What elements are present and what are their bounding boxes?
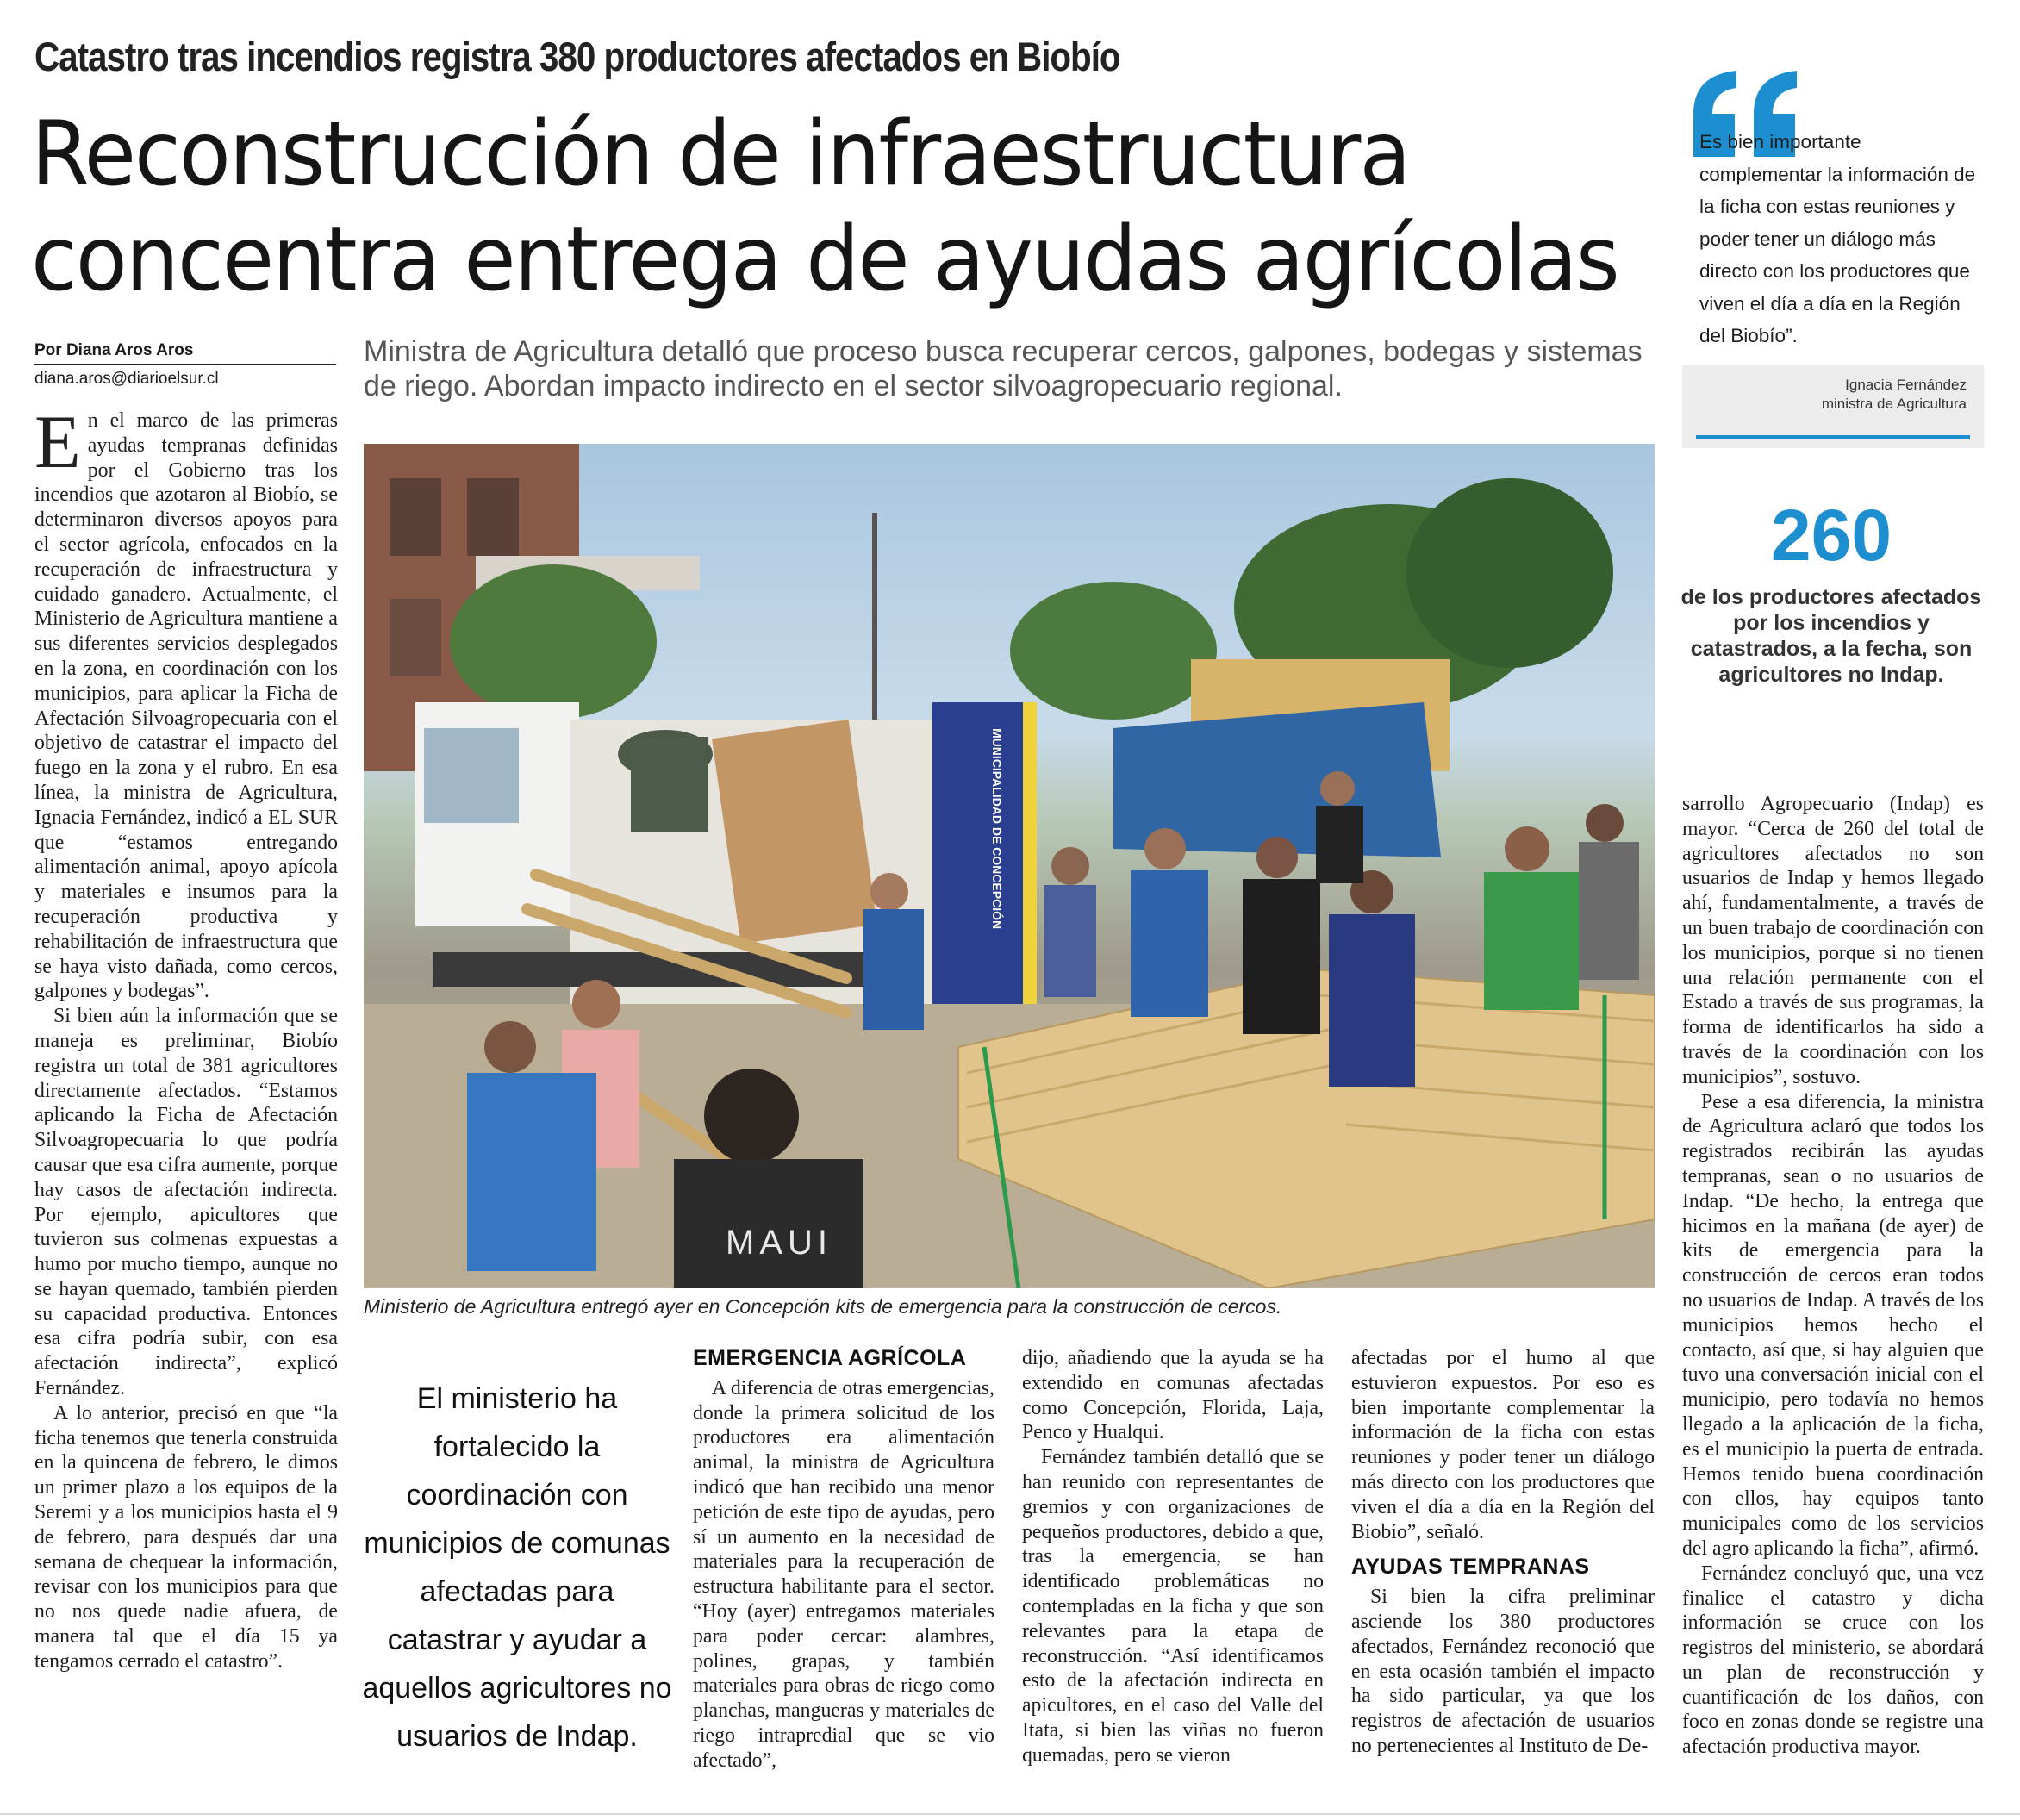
dropcap: E (34, 401, 81, 484)
headline-line-1: Reconstrucción de infraestructura (31, 103, 1410, 206)
quote-attribution (1682, 365, 1984, 448)
paragraph: afectadas por el humo al que estuvieron expuestos. Por eso es bien importante complementar la información de la ficha con estas reuniones y poder tener un diálogo más directo con los productores que viven el día a día en la Región del Biobío”, señaló. (1351, 1347, 1655, 1543)
photo-illustration (364, 444, 1655, 1288)
attribution-name: Ignacia Fernández (1845, 377, 1967, 393)
column-3 (693, 1346, 994, 1773)
paragraph: Fernández concluyó que, una vez finalice el catastro y dicha información se cruce con los registros del ministerio, se abordará un plan de reconstrucción y cuantificación de los daños, con foco en zonas donde se registre una afectación productiva mayor. (1682, 1561, 1984, 1759)
attribution-bar (1696, 435, 1970, 439)
attribution-role: ministra de Agricultura (1821, 396, 1967, 412)
paragraph: sarrollo Agropecuario (Indap) es mayor. “Cerca de 260 del total de agricultores afectados no son usuarios de Indap y hemos llegado ahí, fundamentalmente, a través de un buen trabajo de coordinación con los municipios, porque si no tienen una relación permanente con el Estado a través de sus programas, la forma de identificarlos ha sido a través de la coordinación con los municipios”, sostuvo. (1682, 793, 1984, 1088)
news-photo (364, 444, 1655, 1288)
photo-caption: Ministerio de Agricultura entregó ayer en Concepción kits de emergencia para la construcción de cercos. (364, 1295, 1282, 1318)
page-bottom-rule (0, 1813, 2020, 1815)
column-6 (1682, 792, 1984, 1760)
paragraph: A lo anterior, precisó en que “la ficha tenemos que tenerla construida en la quincena de febrero, le dimos un primer plazo a los equipos de la Seremi y a los municipios hasta el 9 de febrero, para después dar una semana de chequear la información, revisar con los municipios para que no nos quede nadie afuera, de manera tal que el día 15 ya tengamos cerrado el catastro”. (34, 1401, 338, 1673)
column-5 (1351, 1346, 1655, 1759)
paragraph: Pese a esa diferencia, la ministra de Agricultura aclaró que todos los registrados recibirán las ayudas tempranas, sean o no usuarios de Indap. “De hecho, la entrega que hicimos en la mañana (de ayer) de kits de emergencia para la construcción de cercos eran todos no usuarios de Indap. A través de los municipios hemos hecho el contacto, así que, si hay alguien que tuvo una conversación inicial con el municipio, pero todavía no hemos llegado a la aplicación de la ficha, es el municipio la puerta de entrada. Hemos tenido buena coordinación con ellos, hay equipos tanto municipales como de los servicios del agro aplicando la ficha”, afirmó. (1682, 1090, 1984, 1560)
paragraph: Fernández también detalló que se han reunido con representantes de gremios y con organizaciones de pequeños productores, debido a que, tras la emergencia, se han identificado problemáticas no contempladas en la ficha y que son relevantes para la etapa de reconstrucción. “Así identificamos esto de la afectación indirecta en apicultores, en el caso del Valle del Itata, si bien las viñas no fueron quemadas, pero se vieron (1022, 1446, 1324, 1767)
sidebar-quote: Es bien importante complementar la información de la ficha con estas reuniones y poder tener un diálogo más directo con los productores que viven el día a día en la Región del Biobío”. (1699, 131, 1976, 346)
paragraph: A diferencia de otras emergencias, donde la primera solicitud de los productores era alimentación animal, la ministra de Agricultura indicó que han recibido una menor petición de este tipo de ayudas, pero sí un aumento en la necesidad de materiales para la recuperación de estructura habilitante para el sector. “Hoy (ayer) entregamos materiales para poder cercar: alambres, polines, grapas, y también materiales para obras de riego como planchas, mangueras y materiales de riego intrapredial que se vio afectado”, (693, 1376, 994, 1772)
author-name: Por Diana Aros Aros (34, 339, 336, 365)
headline-line-2: concentra entrega de ayudas agrícolas (31, 208, 1618, 311)
stat-number: 260 (1770, 495, 1892, 576)
subhead-emergencia: EMERGENCIA AGRÍCOLA (693, 1346, 967, 1370)
stat-description: de los productores afectados por los incendios y catastrados, a la fecha, son agricultores no Indap. (1680, 585, 1982, 687)
paragraph: Si bien aún la información que se maneja es preliminar, Biobío registra un total de 381 agricultores directamente afectados. “Estamos aplicando la Ficha de Afectación Silvoagropecuaria lo que podría causar que esa cifra aumente, porque hay casos de afectación indirecta. Por ejemplo, apicultores que tuvieron sus colmenas expuestas a humo por mucho tiempo, aunque no se hayan quemado, también pierden su capacidad productiva. Entonces esa cifra podría subir, con esa afectación indirecta”, explicó Fernández. (34, 1005, 338, 1400)
shirt-text: MAUI (726, 1224, 832, 1262)
paragraph: dijo, añadiendo que la ayuda se ha extendido en comunas afectadas como Concepción, Florida, Laja, Penco y Hualqui. (1022, 1347, 1324, 1444)
column-1 (34, 401, 338, 1674)
pull-quote: El ministerio ha fortalecido la coordinación con municipios de comunas afectadas para catastrar y ayudar a aquellos agricultores no usuarios de Indap. (362, 1382, 672, 1753)
paragraph (34, 401, 338, 1004)
deck: Ministra de Agricultura detalló que proceso busca recuperar cercos, galpones, bodegas y sistemas de riego. Abordan impacto indirecto en el sector silvoagropecuario regional. (364, 335, 1643, 402)
paragraph-text: n el marco de las primeras ayudas tempranas definidas por el Gobierno tras los incendios que azotaron al Biobío, se determinaron diversos apoyos para el sector agrícola, enfocados en la recuperación de infraestructura y cuidado ganadero. Actualmente, el Ministerio de Agricultura mantiene a sus diferentes servicios desplegados en la zona, en coordinación con los municipios, para aplicar la Ficha de Afectación Silvoagropecuaria con el objetivo de catastrar el impacto del fuego en la zona y el rubro. En esa línea, la ministra de Agricultura, Ignacia Fernández, indicó a EL SUR que “estamos entregando alimentación animal, apoyo apícola y materiales e insumos para la recuperación productiva y rehabilitación de infraestructura que se haya visto dañada, como cercos, galpones y bodegas”. (34, 409, 338, 1003)
author-email: diana.aros@diarioelsur.cl (34, 370, 219, 388)
headline (31, 102, 1618, 312)
subhead-ayudas: AYUDAS TEMPRANAS (1351, 1555, 1590, 1580)
byline (34, 339, 336, 390)
banner-text: MUNICIPALIDAD DE CONCEPCIÓN (990, 728, 1004, 930)
column-4 (1022, 1346, 1324, 1768)
kicker: Catastro tras incendios registra 380 productores afectados en Biobío (34, 34, 1120, 79)
paragraph: Si bien la cifra preliminar asciende los 380 productores afectados, Fernández reconoció que en esta ocasión también el impacto ha sido particular, ya que los registros de afectación de usuarios no pertenecientes al Instituto de De- (1351, 1586, 1655, 1757)
